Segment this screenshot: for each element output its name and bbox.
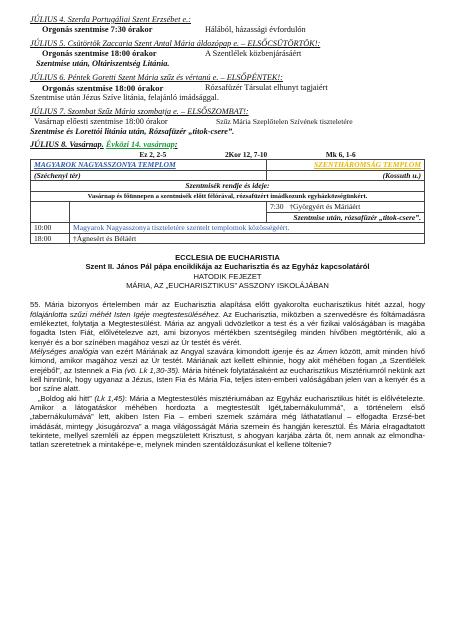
mass-intention: Magyarok Nagyasszonya tiszteletére szentelt templomok közösségéért. bbox=[70, 223, 425, 234]
church-right-title: SZENTHÁROMSÁG TEMPLOM bbox=[267, 160, 425, 171]
mass-time: 18:00 bbox=[31, 233, 70, 244]
after-mass-note: Szentmise után, Oltáriszentség Litánia. bbox=[36, 59, 170, 68]
paragraph: „Boldog aki hitt” (Lk 1,45): Mária a Megtestesülés misztériumában az Egyház eucharisztikus hitét is előlvételezte. Amikor a látogatáskor méhében hordozta a megtestesült Igét„tabernákulummá”, a történelem első „tabernákulumává” lett, akiben Isten Fia – emberi szemek számára még láthatatlanul – elfogadta Erzsé-bet imádását, mintegy „kisugározva” a maga világosságát Mária szemein és hangján keresztül. És Mária elragadtatott tekintete, mellyel szemléli az éppen megszületett Krisztust, s ahogyan karjába zárta őt, nem annak az elmondha-tatlan szeretetnek a mintaképe-e, melynek minden szentáldozásunkat el kellene töltenie? bbox=[30, 393, 425, 450]
sunday-heading: JÚLIUS 8. Vasárnap. Évközi 14. vasárnap: bbox=[30, 140, 178, 149]
church-right-location: (Kossuth u.) bbox=[267, 170, 425, 181]
mass-time: 7:30 bbox=[270, 202, 284, 211]
day-heading: JÚLIUS 7. Szombat Szűz Mária szombatja e. – ELSŐSZOMBAT!: bbox=[30, 107, 249, 116]
mass-intention: Szűz Mária Szeplőtelen Szívének tiszteletére bbox=[216, 117, 353, 126]
readings bbox=[30, 150, 425, 159]
day-heading: JÚLIUS 5. Csütörtök Zaccaria Szent Antal Mária áldozópap e. – ELSŐCSÜTÖRTÖK!: bbox=[30, 39, 321, 48]
mass-time: Vasárnap előesti szentmise 18:00 órakor bbox=[34, 117, 168, 126]
mass-intention: †Györgyért és Máriáért bbox=[289, 202, 361, 211]
church-left-title: MAGYAROK NAGYASSZONYA TEMPLOM bbox=[31, 160, 267, 171]
encyclical-header bbox=[30, 253, 425, 290]
paragraph: Mélységes analógia van ezért Máriának az Angyal szavára kimondott igenje és az Ámen között, amit minden hívő kimond, amikor magához veszi az Úr testét. Máriának azt kellett elhinnie, hogy akit méhében fogan „a Szentlélek erejéből”, az Istennek a Fia (vö. Lk 1,30-35). Mária hitének folytatásaként az eucharisztikus Misztériumról nekünk azt kell hinnünk, hogy ugyanaz a Jézus, Isten Fia és Mária Fia, teljes isten-emberi valóságában jelen van a kenyér és a bor színe alatt. bbox=[30, 346, 425, 394]
section-subtitle: Szent II. János Pál pápa enciklikája az Eucharisztia és az Egyház kapcsolatáról bbox=[85, 262, 370, 272]
chapter-label: HATODIK FEJEZET bbox=[193, 271, 262, 281]
day-entry bbox=[30, 39, 425, 69]
encyclical-text bbox=[30, 300, 425, 450]
day-heading: JÚLIUS 4. Szerda Portugáliai Szent Erzsébet e.: bbox=[30, 15, 192, 24]
schedule-order: Szentmisék rendje és ideje: bbox=[31, 181, 425, 192]
after-mass-note: Szentmise után Jézus Szíve litánia, felajánló imádsággal. bbox=[30, 93, 219, 102]
mass-time: Orgonás szentmise 7:30 órakor bbox=[42, 25, 153, 34]
mass-intention: A Szentlélek közbenjárásáért bbox=[205, 49, 302, 58]
paragraph: 55. Mária bizonyos értelemben már az Eucharisztia alapítása előtt gyakorolta eucharisztikus hitét azzal, hogy fölajánlotta szűzi méhét Isten Igéje megtestesüléséhez. Az Eucharisztia, miközben a szenvedésre és föltámadásra emlékeztet, folytatja a Megtestesülést. Mária az angyali üdvözletkor a test és a vér fizikai valóságában is magába fogadta Isten Fiát, előlvételezve azt, ami bizonyos mértékben szentségileg minden hívőben megtörténik, aki a kenyér és a bor színében magához veszi az Úr testét és vérét. bbox=[30, 300, 425, 347]
mass-intention: Rózsafüzér Társulat elhunyt tagjaiért bbox=[205, 83, 328, 92]
mass-time: Orgonás szentmise 18:00 órakor bbox=[42, 83, 164, 93]
mass-intention: Hálából, házassági évfordulón bbox=[205, 25, 306, 34]
section-title: ECCLESIA DE EUCHARISTIA bbox=[175, 253, 280, 262]
mass-intention: †Ágnesért és Béláért bbox=[70, 233, 425, 244]
day-heading: JÚLIUS 6. Péntek Goretti Szent Mária szűz és vértanú e. – ELSŐPÉNTEK!: bbox=[30, 73, 283, 82]
mass-time: Orgonás szentmise 18:00 órakor bbox=[42, 49, 157, 58]
rosary-notice: Vasárnap és főünnepen a szentmisék előtt félórával, rózsafüzért imádkozunk egyházközségünkért. bbox=[31, 191, 425, 202]
reading-1: Ez 2, 2-5 bbox=[139, 150, 167, 159]
reading-3: Mk 6, 1-6 bbox=[325, 150, 356, 159]
church-left-location: (Széchenyi tér) bbox=[31, 170, 267, 181]
day-entry bbox=[30, 107, 425, 137]
day-entry bbox=[30, 73, 425, 103]
chapter-title: MÁRIA, AZ „EUCHARISZTIKUS” ASSZONY ISKOLÁJÁBAN bbox=[126, 280, 329, 290]
mass-time: 10:00 bbox=[31, 223, 70, 234]
after-mass-note: Szentmise után, rózsafüzér „titok-csere”. bbox=[267, 212, 425, 223]
liturgical-season: Évközi 14. vasárnap bbox=[105, 140, 175, 149]
mass-schedule-table bbox=[30, 159, 425, 244]
reading-2: 2Kor 12, 7-10 bbox=[224, 150, 268, 159]
day-entry bbox=[30, 15, 425, 35]
after-mass-note: Szentmise és Lorettói litánia után, Rózsafüzér „titok-csere”. bbox=[30, 127, 235, 136]
